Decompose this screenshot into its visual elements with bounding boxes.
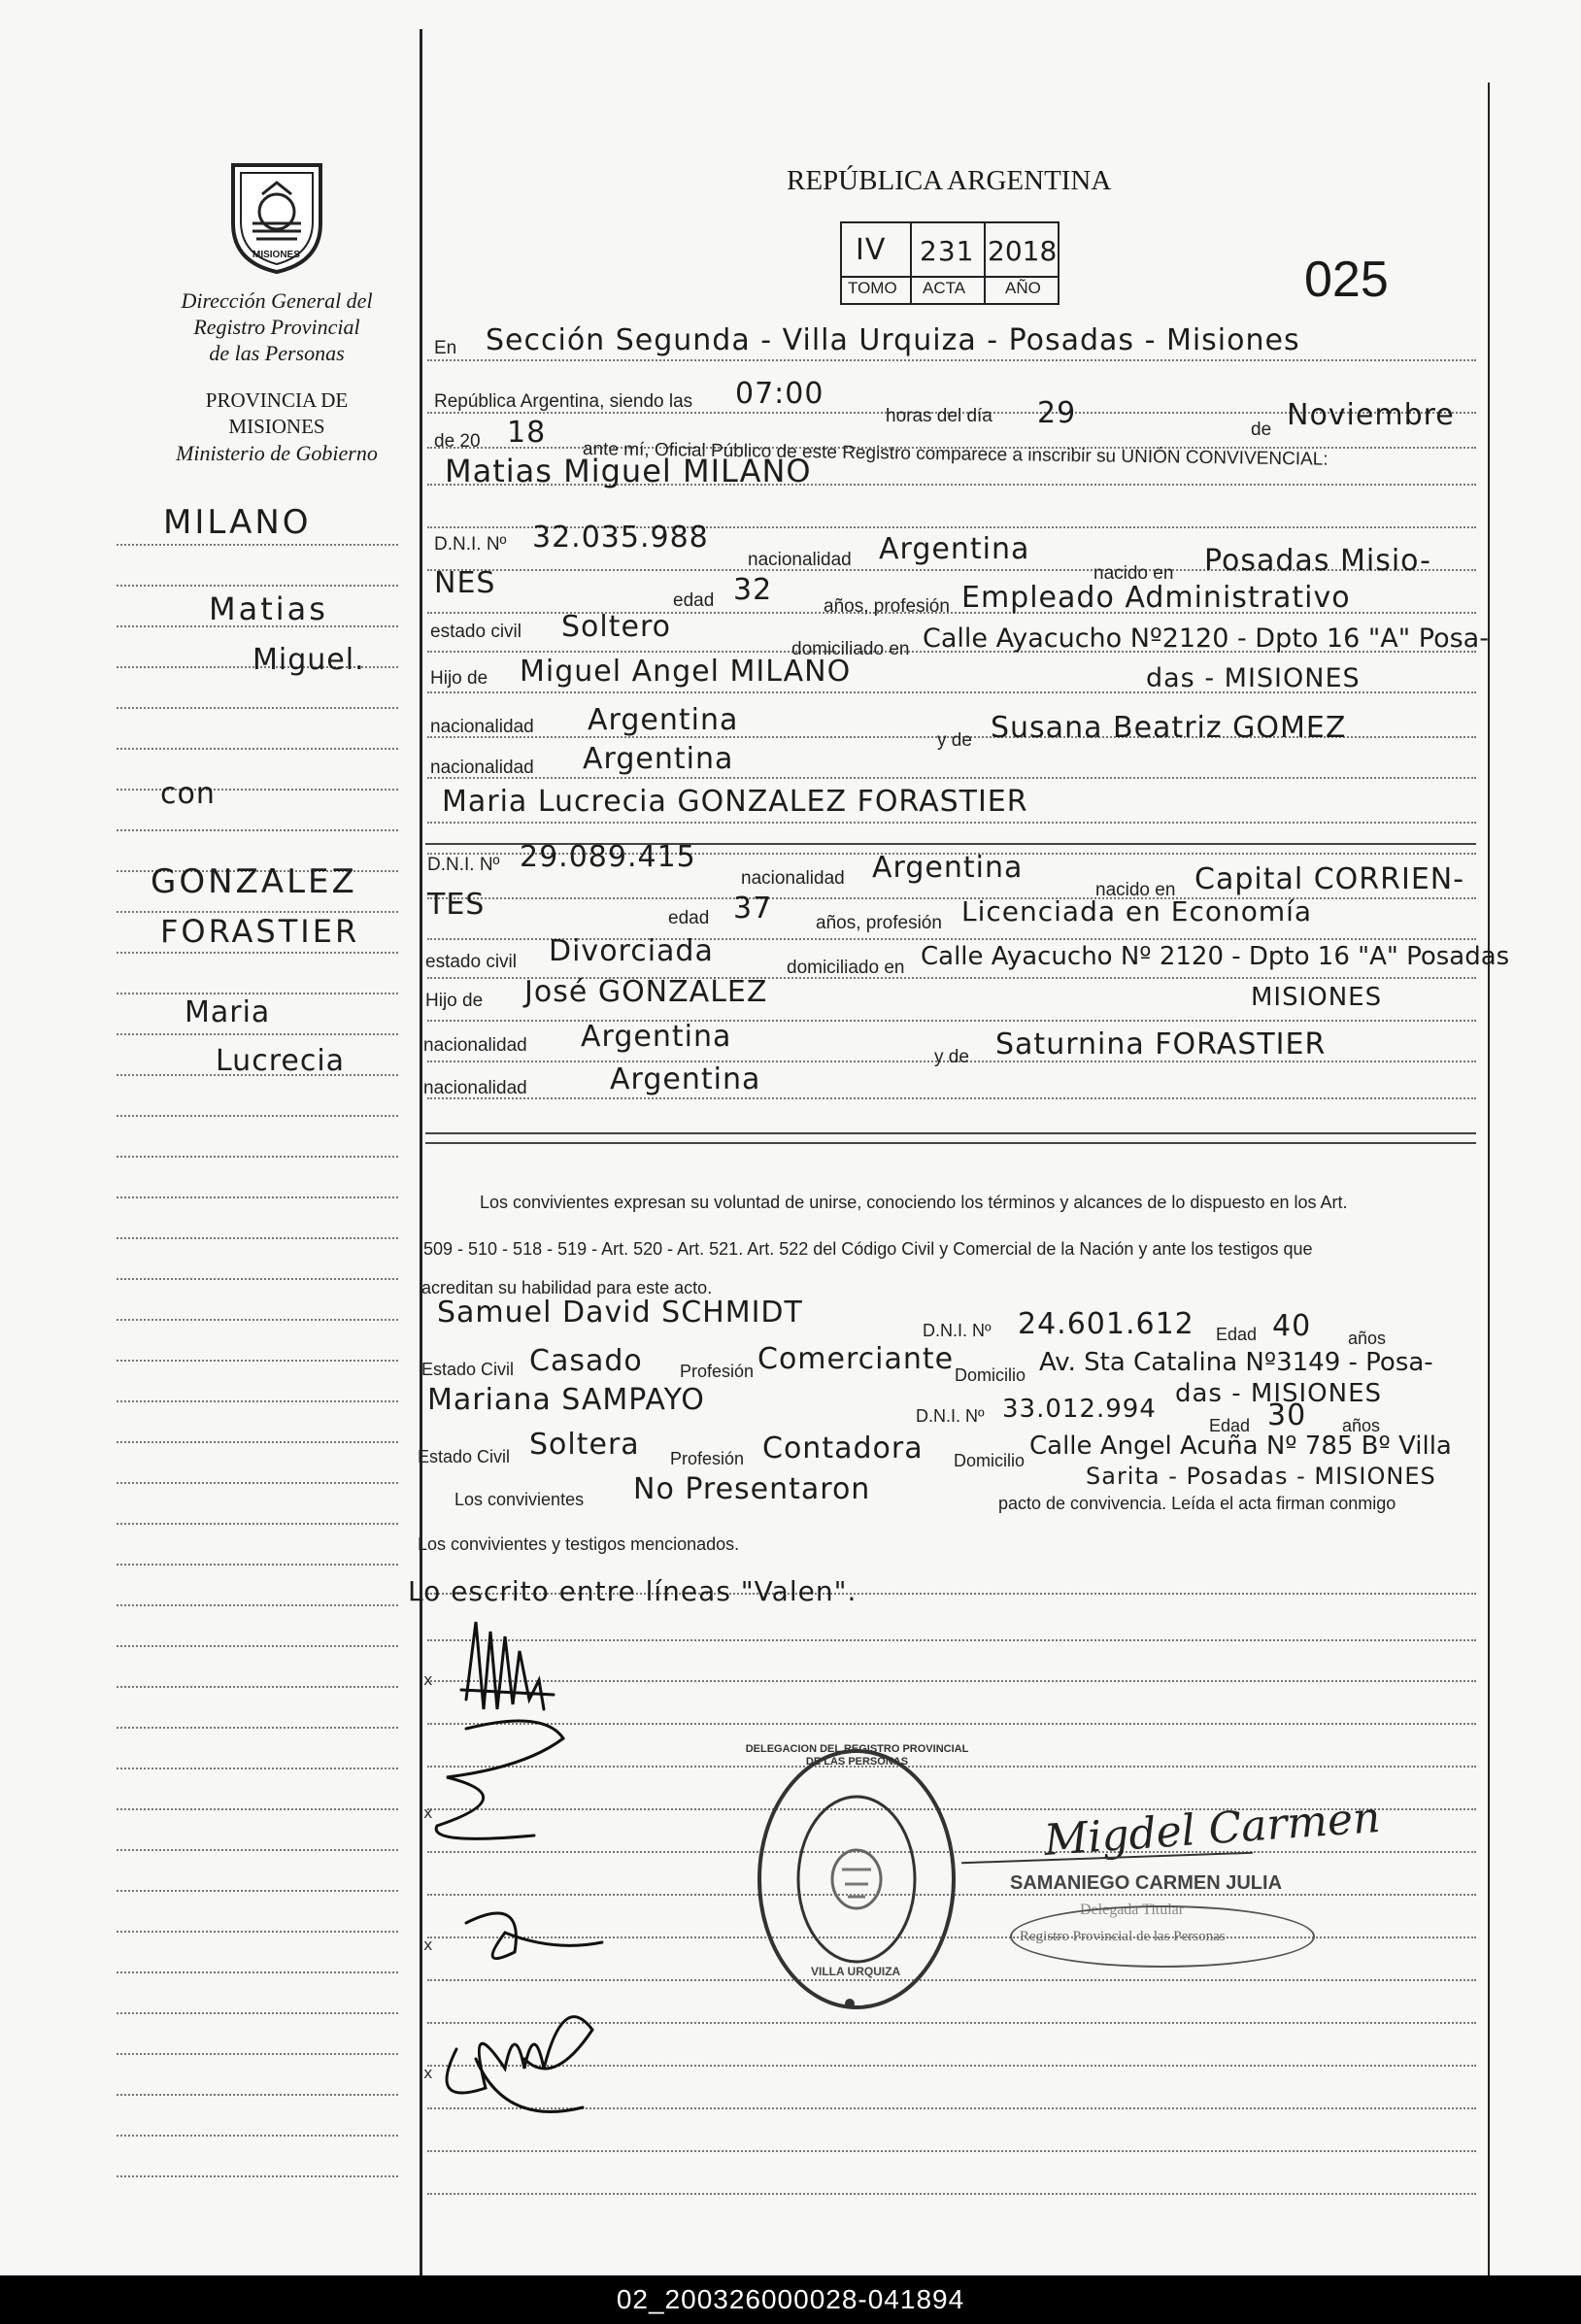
w1-dni-label: D.N.I. Nº [923,1321,992,1340]
sidebar-province1: PROVINCIA DE [205,388,349,412]
p2-yde-label: y de [934,1047,969,1067]
sidebar-rule [117,1604,398,1607]
margin-note-name1: Matias [209,590,328,627]
w2-estado: Soltera [529,1428,640,1462]
sidebar-rule [117,1196,398,1199]
officer-signature: Migdel Carmen [1042,1792,1382,1867]
year-prefix: de 20 [434,431,481,452]
officer-text: ante mí, Oficial Público de este Registro comparece a inscribir su UNIÓN CONVIVENCIAL: [582,439,1329,470]
sidebar-province2: MISIONES [228,415,325,438]
p1-hijo-label: Hijo de [430,668,488,689]
ano-value: 2018 [988,235,1058,267]
sidebar-ministry: Ministerio de Gobierno [176,441,378,465]
p2-padre: José GONZALEZ [524,975,768,1009]
main-rule [427,1097,1476,1100]
time-value: 07:00 [735,377,824,411]
footer-id: 02_200326000028-041894 [0,2275,1581,2324]
p2-dni-label: D.N.I. Nº [427,855,500,875]
margin-note-surname3: FORASTIER [160,913,360,950]
margin-note-surname2: GONZALEZ [151,862,357,901]
w1-domicilio-label: Domicilio [955,1365,1026,1385]
right-border-line [1488,83,1490,2275]
w1-name: Samuel David SCHMIDT [437,1296,803,1330]
w2-edad: 30 [1267,1398,1307,1432]
sidebar-line3: de las Personas [209,341,345,365]
svg-text:x: x [423,1670,433,1689]
officer-stamp-office: Registro Provincial de las Personas [1020,1929,1226,1944]
w2-domicilio: Calle Angel Acuña Nº 785 Bº Villa [1029,1431,1452,1461]
p2-nac: Argentina [872,851,1024,885]
w1-edad: 40 [1272,1309,1312,1343]
p1-nacido: Posadas Misio- [1204,544,1431,578]
margin-note-con: con [160,777,216,811]
w2-profesion-label: Profesión [670,1449,745,1468]
sidebar-rule [117,707,398,710]
tomo-label: TOMO [848,279,897,297]
sidebar-line2: Registro Provincial [193,315,360,339]
p2-domicilio-cont: MISIONES [1251,983,1383,1012]
p1-profesion-label: años, profesión [824,596,950,617]
p2-nac-label: nacionalidad [741,868,845,889]
sidebar-rule [117,1564,398,1566]
p1-estado: Soltero [561,610,671,644]
p1-yde-label: y de [937,730,972,751]
ano-label: AÑO [1005,279,1041,297]
p2-domicilio-label: domiciliado en [787,958,905,978]
margin-note-name4: Lucrecia [216,1044,346,1078]
main-rule [427,822,1476,825]
sidebar-rule [117,1931,398,1934]
p2-nacido-label: nacido en [1095,880,1176,900]
w2-dni-label: D.N.I. Nº [916,1406,985,1426]
main-rule [427,2193,1476,2196]
w2-profesion: Contadora [762,1431,924,1465]
w1-profesion: Comerciante [757,1342,955,1376]
sidebar-rule [117,1360,398,1363]
w2-name: Mariana SAMPAYO [427,1383,705,1417]
w2-domicilio-label: Domicilio [954,1451,1026,1470]
sidebar-rule [117,1849,398,1852]
sidebar-rule [117,1156,398,1159]
p1-nac-label: nacionalidad [748,550,852,570]
p1-edad: 32 [733,573,773,607]
sidebar-rule [117,748,398,751]
w1-estado: Casado [529,1344,643,1378]
section-separator [425,1142,1476,1144]
sidebar-rule [117,952,398,955]
p2-profesion-label: años, profesión [816,913,942,933]
acta-value: 231 [920,235,975,267]
sidebar-rule [117,1727,398,1730]
p2-madre-nac: Argentina [610,1062,761,1096]
acta-label: ACTA [923,279,966,297]
section-separator [425,1132,1476,1134]
p1-profesion: Empleado Administrativo [961,581,1351,615]
sidebar-rule [117,829,398,832]
p2-name: Maria Lucrecia GONZALEZ FORASTIER [442,785,1028,819]
w1-profesion-label: Profesión [680,1362,755,1381]
p2-padre-nac-label: nacionalidad [423,1035,527,1056]
sidebar-rule [117,1523,398,1526]
p1-padre-nac-label: nacionalidad [430,717,534,737]
p1-nacido-cont: NES [434,566,496,600]
seal-text: DELEGACION DEL REGISTRO PROVINCIAL DE LAS PERSONAS [745,1743,969,1768]
en-label: En [434,338,457,358]
w1-domicilio-cont: das - MISIONES [1175,1379,1383,1408]
province-emblem-icon [223,155,330,277]
statement-line1: Los convivientes expresan su voluntad de unirse, conociendo los términos y alcances de lo dispuesto en los Art. [480,1193,1348,1212]
margin-note-name2: Miguel. [252,643,365,677]
margin-note-surname: MILANO [163,503,312,542]
p2-nacido: Capital CORRIEN- [1194,862,1465,896]
sidebar-rule [117,2053,398,2056]
p2-dni: 29.089.415 [520,840,696,874]
p1-padre-nac: Argentina [588,703,739,737]
p2-profesion: Licenciada en Economía [961,895,1313,927]
closing-note: Lo escrito entre líneas "Valen". [408,1575,858,1607]
w2-edad-label: Edad [1209,1416,1251,1435]
rep-label: República Argentina, siendo las [434,391,693,412]
sidebar-rule [117,1400,398,1403]
p2-estado-label: estado civil [425,952,517,972]
de-label: de [1251,420,1272,440]
w1-estado-label: Estado Civil [421,1360,515,1379]
sidebar-rule [117,1441,398,1444]
sidebar-rule [117,1115,398,1118]
p2-madre: Saturnina FORASTIER [995,1027,1327,1061]
p1-dni-label: D.N.I. Nº [434,534,507,555]
p2-edad-label: edad [668,908,710,928]
margin-note-name3: Maria [185,995,271,1029]
sidebar-rule [117,1768,398,1770]
page-number: 025 [1304,252,1389,308]
sidebar-rule [117,1890,398,1893]
w1-dni: 24.601.612 [1018,1307,1194,1341]
p1-madre-nac: Argentina [583,742,734,776]
horas-label: horas del día [886,406,992,426]
main-rule [427,897,1476,900]
seal-town: VILLA URQUIZA [811,1965,901,1978]
p1-edad-label: edad [673,590,715,611]
sidebar-rule [117,2012,398,2015]
main-rule [427,777,1476,780]
main-rule [427,359,1476,362]
svg-text:x: x [423,1803,433,1822]
officer-stamp-oval [1010,1905,1315,1968]
officer-stamp-role: Delegada Titular [1080,1902,1185,1918]
month-value: Noviembre [1287,398,1455,432]
w2-dni: 33.012.994 [1002,1395,1157,1424]
emblem-text: MISIONES [252,250,300,260]
sidebar-rule [117,1033,398,1036]
svg-text:x: x [423,1936,433,1954]
w2-anos-label: años [1342,1416,1381,1435]
p2-hijo-label: Hijo de [425,991,484,1011]
sidebar-line1: Dirección General del [181,288,373,313]
p1-madre-nac-label: nacionalidad [430,758,534,778]
person1-name: Matias Miguel MILANO [445,453,812,489]
document-title: REPÚBLICA ARGENTINA [787,165,1112,196]
official-seal [745,1743,969,2015]
tomo-value: IV [856,233,887,267]
p1-madre: Susana Beatriz GOMEZ [991,711,1347,745]
pacto-text: pacto de convivencia. Leída el acta firman conmigo [998,1494,1396,1513]
statement-line2: 509 - 510 - 518 - 519 - Art. 520 - Art. 521. Art. 522 del Código Civil y Comercial de la Nación y ante los testigos que [423,1239,1313,1259]
w2-domicilio-cont: Sarita - Posadas - MISIONES [1086,1463,1436,1490]
sidebar-rule [117,544,398,547]
sidebar-rule [117,2094,398,2097]
sidebar-rule [117,789,398,792]
day-value: 29 [1037,396,1077,430]
sidebar-rule [117,1645,398,1648]
p1-domicilio-label: domiciliado en [791,639,910,659]
sidebar-rule [117,2135,398,2138]
svg-text:x: x [423,2064,433,2082]
sidebar-rule [117,1482,398,1485]
sidebar-rule [117,2175,398,2178]
sidebar-rule [117,585,398,588]
officer-stamp-name: SAMANIEGO CARMEN JULIA [1010,1872,1283,1894]
p1-dni: 32.035.988 [532,521,709,555]
pacto-value: No Presentaron [633,1472,871,1506]
closing-line2: Los convivientes y testigos mencionados. [418,1534,740,1554]
sidebar-rule [117,1808,398,1811]
tomo-acta-ano-box [840,221,1060,305]
sidebar-rule [117,1971,398,1974]
p2-estado: Divorciada [549,934,714,968]
p1-padre: Miguel Angel MILANO [520,655,852,689]
w1-domicilio: Av. Sta Catalina Nº3149 - Posa- [1039,1348,1433,1377]
p2-nacido-cont: TES [427,888,486,922]
sidebar-rule [117,1319,398,1322]
w2-estado-label: Estado Civil [418,1447,511,1466]
p1-domicilio-cont: das - MISIONES [1146,663,1361,693]
p2-madre-nac-label: nacionalidad [423,1078,527,1098]
p2-domicilio: Calle Ayacucho Nº 2120 - Dpto 16 "A" Posadas [921,942,1510,971]
convivientes-label: Los convivientes [454,1490,585,1509]
main-rule [427,2150,1476,2153]
sidebar-rule [117,1278,398,1281]
w1-edad-label: Edad [1216,1325,1258,1344]
p1-nac: Argentina [879,532,1030,566]
year-value: 18 [507,416,547,450]
p1-nacido-label: nacido en [1093,563,1174,584]
p1-estado-label: estado civil [430,622,521,642]
p2-padre-nac: Argentina [581,1020,732,1054]
w1-anos-label: años [1348,1329,1387,1348]
sidebar-rule [117,1686,398,1689]
statement-line3: acreditan su habilidad para este acto. [421,1278,713,1297]
sidebar-rule [117,1237,398,1240]
p1-domicilio: Calle Ayacucho Nº2120 - Dpto 16 "A" Posa- [923,623,1489,654]
signatures-drawing [408,1602,699,2146]
p2-edad: 37 [733,892,773,926]
en-value: Sección Segunda - Villa Urquiza - Posadas - Misiones [486,323,1300,357]
